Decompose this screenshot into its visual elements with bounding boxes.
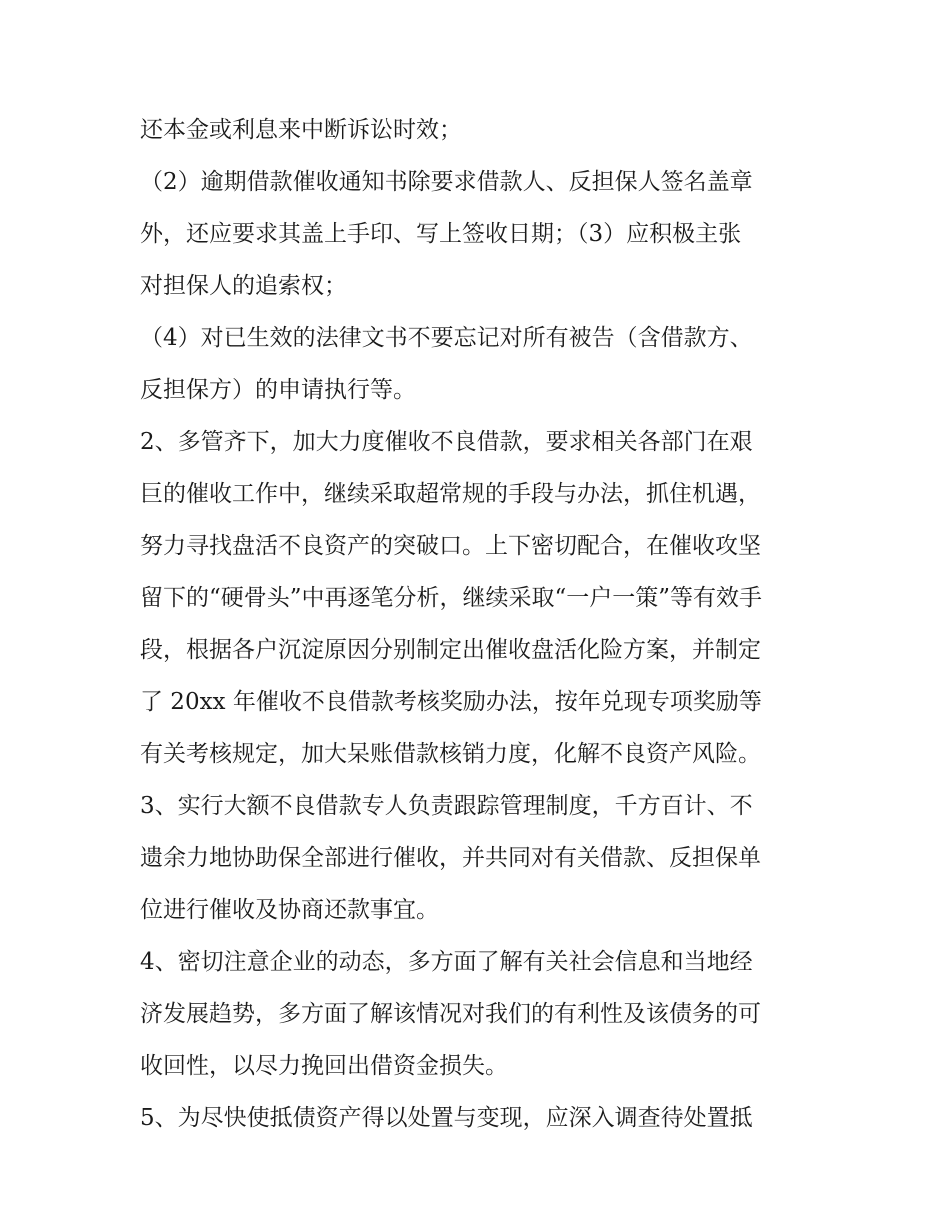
text-line: 4、密切注意企业的动态，多方面了解有关社会信息和当地经 (140, 949, 753, 975)
text-line: 收回性，以尽力挽回出借资金损失。 (140, 1053, 508, 1079)
text-line: 有关考核规定，加大呆账借款核销力度，化解不良资产风险。 (140, 741, 761, 767)
text-line: 对担保人的追索权； (140, 273, 347, 299)
text-line: （4）对已生效的法律文书不要忘记对所有被告（含借款方、 (140, 325, 753, 351)
text-line: 遗余力地协助保全部进行催收，并共同对有关借款、反担保单 (140, 845, 761, 871)
document-body (140, 104, 820, 1144)
text-line: 5、为尽快使抵债资产得以处置与变现，应深入调查待处置抵 (140, 1105, 753, 1131)
text-line: 段，根据各户沉淀原因分别制定出催收盘活化险方案，并制定 (140, 637, 761, 663)
text-line: 外，还应要求其盖上手印、写上签收日期；（3）应积极主张 (140, 221, 742, 247)
text-line: 济发展趋势，多方面了解该情况对我们的有利性及该债务的可 (140, 1001, 761, 1027)
text-line: 反担保方）的申请执行等。 (140, 377, 416, 403)
text-line: 努力寻找盘活不良资产的突破口。上下密切配合，在催收攻坚 (140, 533, 761, 559)
text-line: 巨的催收工作中，继续采取超常规的手段与办法，抓住机遇， (140, 481, 761, 507)
text-line: 位进行催收及协商还款事宜。 (140, 897, 439, 923)
text-line: （2）逾期借款催收通知书除要求借款人、反担保人签名盖章 (140, 169, 753, 195)
text-line: 留下的“硬骨头”中再逐笔分析，继续采取“一户一策”等有效手 (140, 585, 763, 611)
text-line: 了 20xx 年催收不良借款考核奖励办法，按年兑现专项奖励等 (140, 689, 762, 715)
text-line: 3、实行大额不良借款专人负责跟踪管理制度，千方百计、不 (140, 793, 753, 819)
text-line: 还本金或利息来中断诉讼时效； (140, 117, 462, 143)
text-line: 2、多管齐下，加大力度催收不良借款，要求相关各部门在艰 (140, 429, 753, 455)
